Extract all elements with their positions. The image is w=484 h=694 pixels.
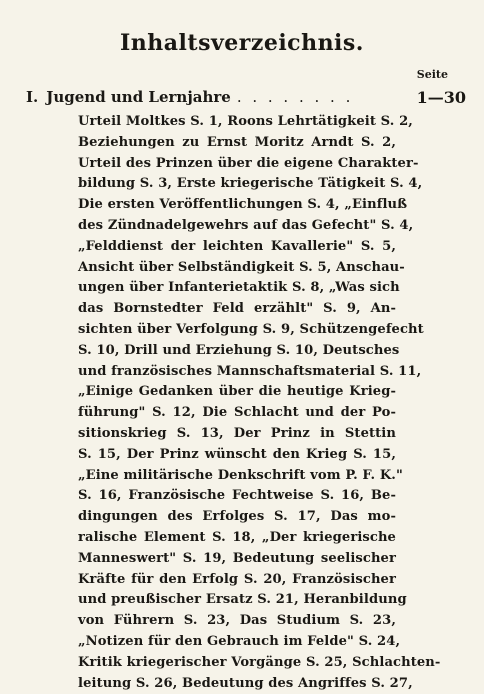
- entry-line: des Zündnadelgewehrs auf das Gefecht" S. 4,: [78, 217, 414, 233]
- entry-line: und französisches Mannschaftsmaterial S. 11,: [78, 363, 422, 379]
- entry-line: Urteil Moltkes S. 1, Roons Lehrtätigkeit S. 2,: [78, 114, 413, 129]
- section-page-range: 1—30: [416, 88, 466, 107]
- entry-line: „Einige Gedanken über die heutige Krieg-: [78, 384, 396, 400]
- entry-line: S. 15, Der Prinz wünscht den Krieg S. 15,: [78, 446, 396, 462]
- entry-line: bildung S. 3, Erste kriegerische Tätigkeit S. 4,: [78, 176, 423, 192]
- entry-line: und preußischer Ersatz S. 21, Heranbildung: [78, 592, 407, 608]
- entry-line: Ansicht über Selbständigkeit S. 5, Anschau-: [78, 259, 405, 275]
- entry-line: Manneswert" S. 19, Bedeutung seelischer: [78, 550, 396, 566]
- section-heading: [26, 88, 466, 110]
- page-column-label: Seite: [416, 68, 448, 81]
- entry-line: Kritik kriegerischer Vorgänge S. 25, Schlachten-: [78, 654, 441, 670]
- section-title: Jugend und Lernjahre: [46, 88, 231, 106]
- entry-line: leitung S. 26, Bedeutung des Angriffes S. 27,: [78, 675, 413, 691]
- entry-line: Kräfte für den Erfolg S. 20, Französischer: [78, 571, 396, 587]
- entry-line: S. 16, Französische Fechtweise S. 16, Be-: [78, 488, 396, 504]
- leader-dots: . . . . . . . .: [236, 88, 354, 106]
- section-entries: [78, 112, 441, 694]
- entry-line: „Notizen für den Gebrauch im Felde" S. 24,: [78, 633, 401, 649]
- section-number: I.: [26, 88, 39, 106]
- entry-line: sitionskrieg S. 13, Der Prinz in Stettin: [78, 425, 396, 441]
- entry-line: von Führern S. 23, Das Studium S. 23,: [78, 613, 396, 629]
- entry-line: sichten über Verfolgung S. 9, Schützengefecht: [78, 321, 424, 337]
- entry-line: das Bornstedter Feld erzählt" S. 9, An-: [78, 301, 396, 317]
- entry-line: S. 10, Drill und Erziehung S. 10, Deutsches: [78, 342, 400, 358]
- entry-line: ungen über Infanterietaktik S. 8, „Was sich: [78, 280, 400, 296]
- entry-line: dingungen des Erfolges S. 17, Das mo-: [78, 509, 396, 525]
- entry-line: ralische Element S. 18, „Der kriegerische: [78, 529, 396, 545]
- page-title: Inhaltsverzeichnis.: [120, 30, 364, 56]
- entry-line: „Felddienst der leichten Kavallerie" S. 5,: [78, 238, 396, 254]
- entry-line: „Eine militärische Denkschrift vom P. F. K.": [78, 467, 403, 483]
- entry-line: Beziehungen zu Ernst Moritz Arndt S. 2,: [78, 134, 396, 150]
- entry-line: Urteil des Prinzen über die eigene Charakter-: [78, 155, 419, 171]
- entry-line: führung" S. 12, Die Schlacht und der Po-: [78, 405, 396, 421]
- entry-line: Die ersten Veröffentlichungen S. 4, „Einfluß: [78, 197, 408, 213]
